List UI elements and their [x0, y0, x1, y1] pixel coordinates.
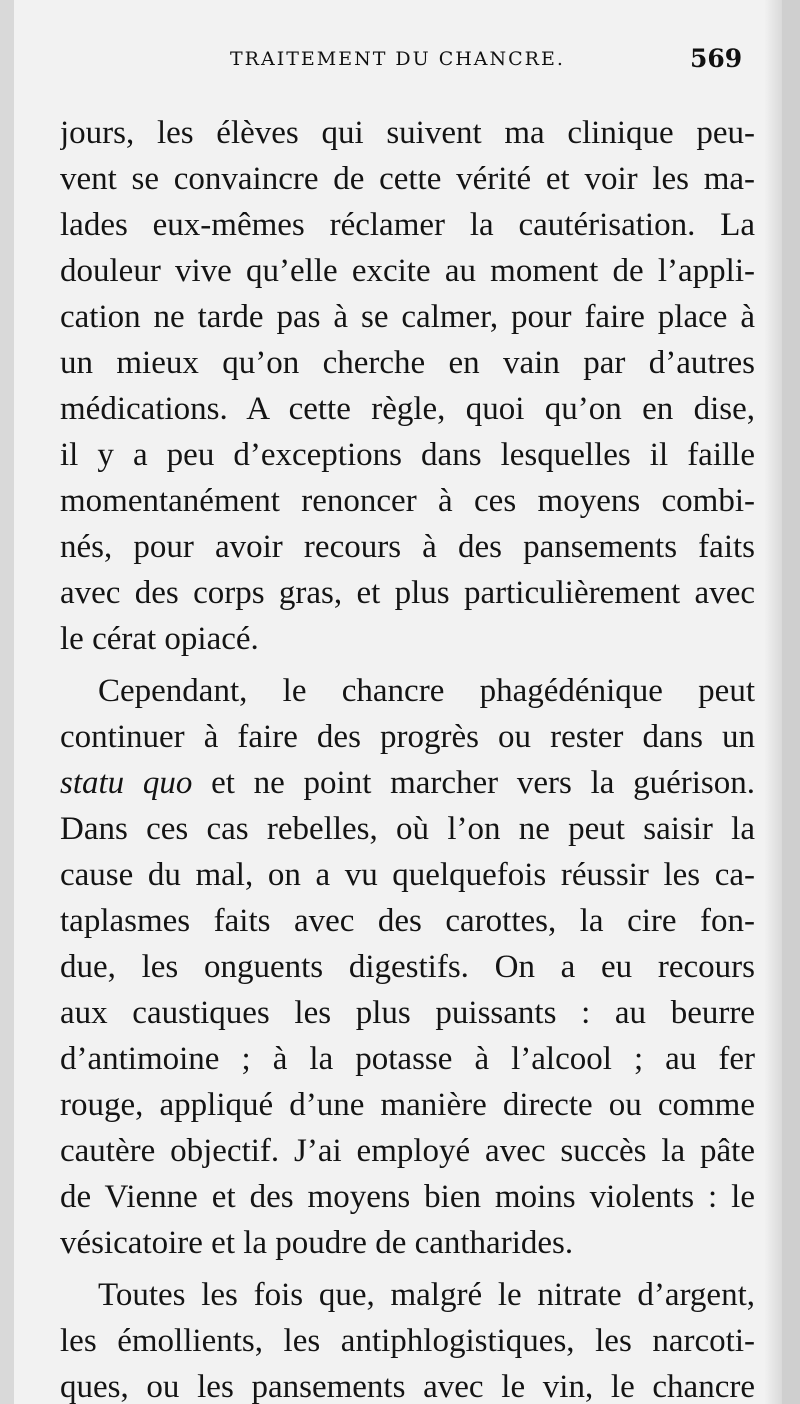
scan-margin [782, 0, 800, 1404]
text-line: aux caustiques les plus puissants : au beurre [60, 995, 755, 1031]
text-line: ques, ou les pansements avec le vin, le chancre [60, 1369, 755, 1404]
text-line: jours, les élèves qui suivent ma clinique peu- [60, 115, 755, 151]
text-line: rouge, appliqué d’une manière directe ou comme [60, 1087, 755, 1123]
page-number: 569 [690, 44, 743, 73]
text-line: lades eux-mêmes réclamer la cautérisation. La [60, 207, 755, 243]
text-line: avec des corps gras, et plus particulièrement avec [60, 575, 755, 611]
text-line [60, 760, 755, 806]
text-line: taplasmes faits avec des carottes, la cire fon- [60, 903, 755, 939]
text-line: douleur vive qu’elle excite au moment de l’appli- [60, 253, 755, 289]
paragraph [60, 1272, 755, 1404]
text-line: de Vienne et des moyens bien moins violents : le [60, 1179, 755, 1215]
text-line: il y a peu d’exceptions dans lesquelles il faille [60, 437, 755, 473]
text-line: cause du mal, on a vu quelquefois réussir les ca- [60, 857, 755, 893]
running-head [14, 44, 782, 78]
text-run: et ne point marcher vers la guérison. [192, 765, 755, 801]
text-line: vésicatoire et la poudre de cantharides. [60, 1225, 574, 1261]
paragraph [60, 110, 755, 662]
text-line: cautère objectif. J’ai employé avec succès la pâte [60, 1133, 755, 1169]
text-line: d’antimoine ; à la potasse à l’alcool ; au fer [60, 1041, 755, 1077]
text-line: Cependant, le chancre phagédénique peut [98, 673, 755, 709]
text-line: les émollients, les antiphlogistiques, les narcoti- [60, 1323, 755, 1359]
text-line: le cérat opiacé. [60, 621, 259, 657]
body-text [60, 110, 755, 1404]
text-line: due, les onguents digestifs. On a eu recours [60, 949, 755, 985]
text-line: Dans ces cas rebelles, où l’on ne peut saisir la [60, 811, 755, 847]
running-head-title: TRAITEMENT DU CHANCRE. [230, 48, 565, 70]
italic-phrase: statu quo [60, 765, 193, 801]
text-line: médications. A cette règle, quoi qu’on en dise, [60, 391, 755, 427]
text-line: cation ne tarde pas à se calmer, pour faire place à [60, 299, 755, 335]
text-line: Toutes les fois que, malgré le nitrate d’argent, [98, 1277, 755, 1313]
text-line: momentanément renoncer à ces moyens combi- [60, 483, 755, 519]
book-page [14, 0, 782, 1404]
text-line: nés, pour avoir recours à des pansements faits [60, 529, 755, 565]
text-line: continuer à faire des progrès ou rester dans un [60, 719, 755, 755]
paragraph [60, 668, 755, 1266]
text-line: un mieux qu’on cherche en vain par d’autres [60, 345, 755, 381]
page-edge-shadow [764, 0, 782, 1404]
text-line: vent se convaincre de cette vérité et voir les ma- [60, 161, 755, 197]
